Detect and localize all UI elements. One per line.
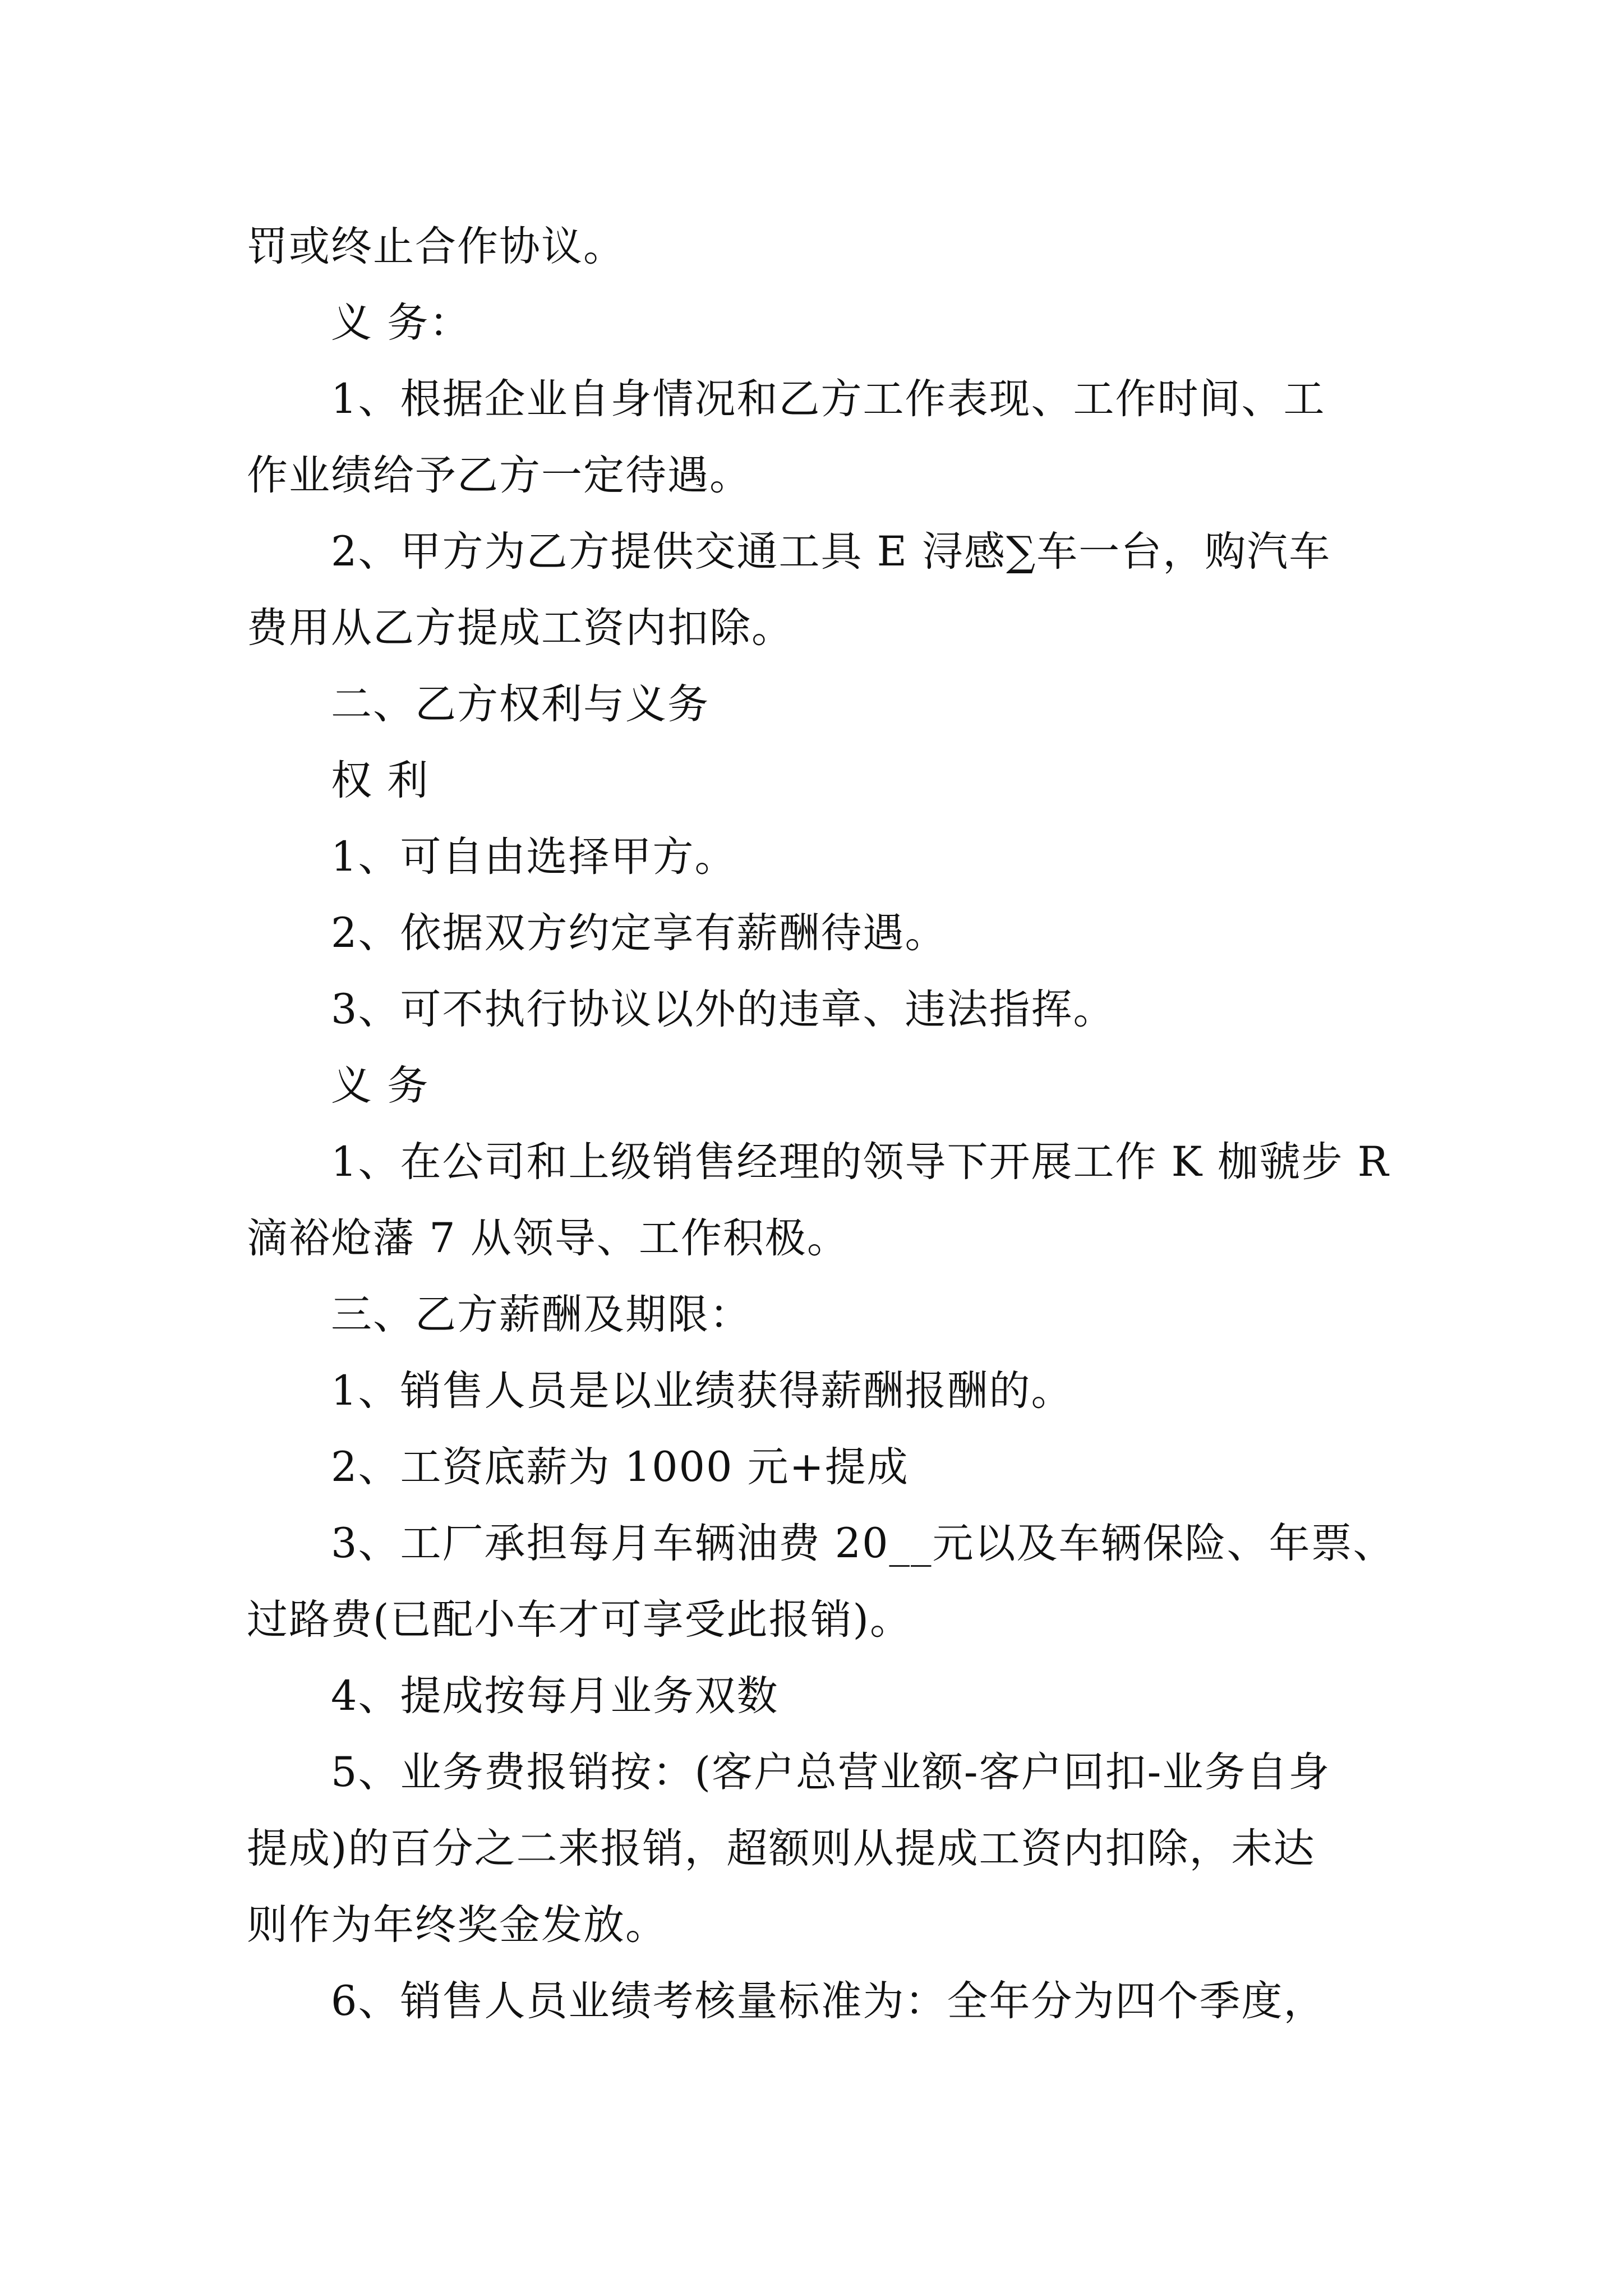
text-line: 4、提成按每月业务双数 [331, 1672, 779, 1720]
text-line: 3、工厂承担每月车辆油费 20__元以及车辆保险、年票、 [331, 1520, 1395, 1567]
text-line: 3、可不执行协议以外的违章、违法指挥。 [331, 986, 1115, 1033]
text-line: 6、销售人员业绩考核量标准为：全年分为四个季度， [331, 1977, 1326, 2025]
text-line: 1、销售人员是以业绩获得薪酬报酬的。 [331, 1367, 1073, 1415]
text-line: 罚或终止合作协议。 [247, 223, 625, 270]
text-line: 2、甲方为乙方提供交通工具 E 浔感∑车一台，购汽车 [331, 528, 1331, 576]
text-line: 义 务 [331, 1062, 430, 1110]
text-line: 滴裕炝藩 7 从领导、工作积极。 [247, 1214, 849, 1262]
text-line: 费用从乙方提成工资内扣除。 [247, 604, 794, 652]
text-line: 1、根据企业自身情况和乙方工作表现、工作时间、工 [331, 375, 1326, 423]
text-line: 2、工资底薪为 1000 元+提成 [331, 1443, 909, 1491]
text-line: 权 利 [331, 757, 430, 804]
document-body [247, 209, 1413, 2040]
text-line: 5、业务费报销按：(客户总营业额-客户回扣-业务自身 [331, 1749, 1331, 1796]
text-line: 1、在公司和上级销售经理的领导下开展工作 K 枷虢步 R [331, 1138, 1390, 1186]
text-line: 二、乙方权利与义务 [331, 680, 709, 728]
text-line: 三、乙方薪酬及期限： [331, 1291, 751, 1338]
text-line: 过路费(已配小车才可享受此报销)。 [247, 1596, 912, 1644]
text-line: 2、依据双方约定享有薪酬待遇。 [331, 909, 947, 957]
text-line: 义 务： [331, 299, 472, 347]
text-line: 1、可自由选择甲方。 [331, 833, 737, 881]
text-line: 作业绩给予乙方一定待遇。 [247, 452, 751, 499]
text-line: 则作为年终奖金发放。 [247, 1901, 667, 1949]
text-line: 提成)的百分之二来报销，超额则从提成工资内扣除，未达 [247, 1825, 1316, 1872]
